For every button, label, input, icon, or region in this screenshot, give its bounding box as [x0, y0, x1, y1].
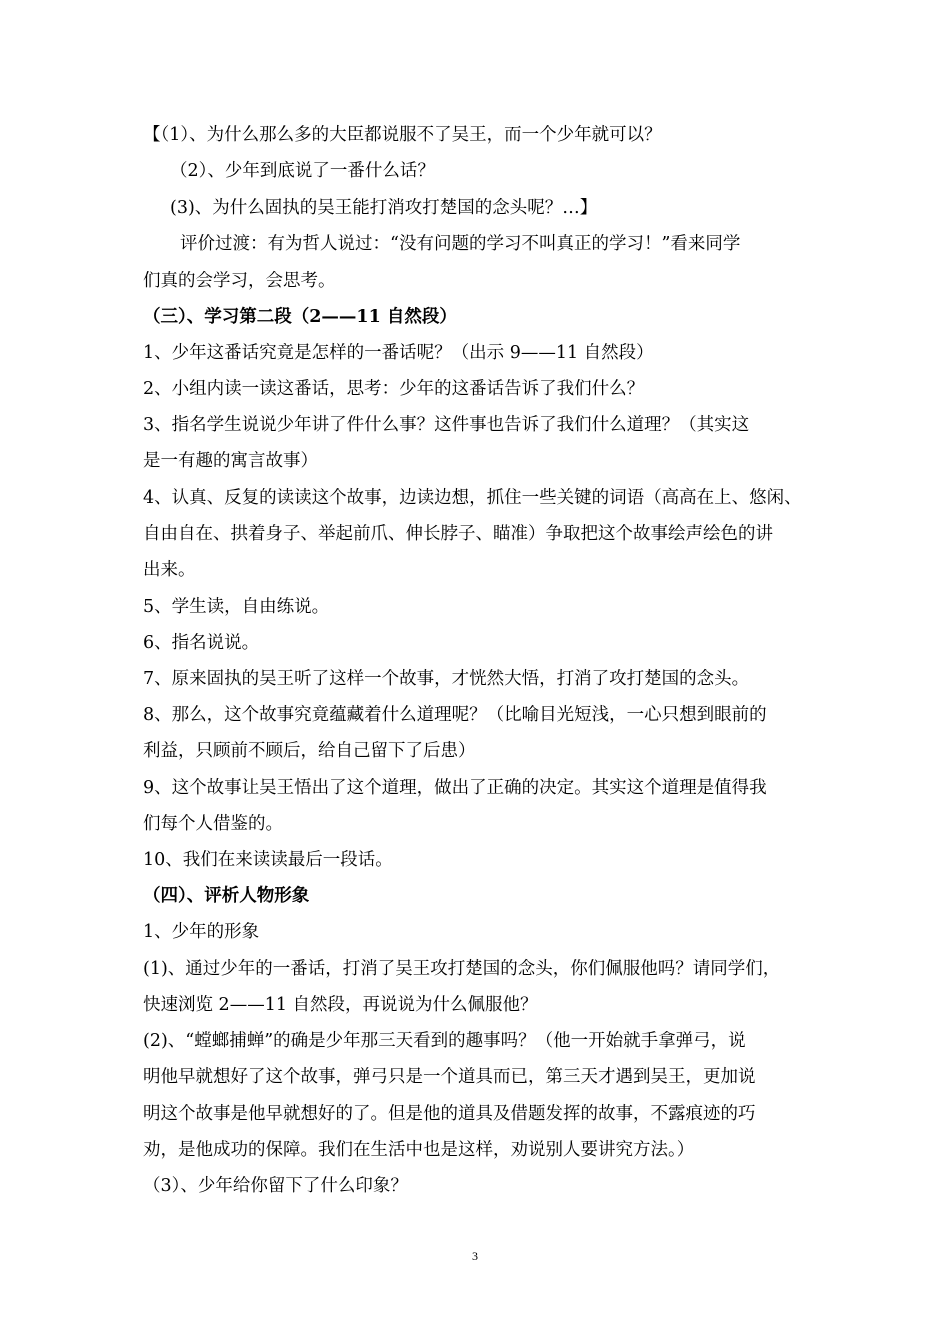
text-line: 明这个故事是他早就想好的了。但是他的道具及借题发挥的故事，不露痕迹的巧 [143, 1104, 756, 1124]
text-line: 2、小组内读一读这番话，思考：少年的这番话告诉了我们什么？ [143, 379, 645, 399]
text-line: 1、少年的形象 [143, 922, 260, 942]
text-line: 出来。 [143, 560, 196, 580]
text-line: 3、指名学生说说少年讲了件什么事？这件事也告诉了我们什么道理？（其实这 [143, 415, 750, 435]
text-line: 6、指名说说。 [143, 633, 260, 653]
section-heading: （三）、学习第二段（2——11 自然段） [143, 307, 457, 327]
text-line: 明他早就想好了这个故事，弹弓只是一个道具而已，第三天才遇到吴王，更加说 [143, 1067, 756, 1087]
text-line: （3）、少年给你留下了什么印象？ [143, 1176, 408, 1196]
text-line: 9、这个故事让吴王悟出了这个道理，做出了正确的决定。其实这个道理是值得我 [143, 778, 767, 798]
text-line: 5、学生读，自由练说。 [143, 597, 330, 617]
text-line: 们每个人借鉴的。 [143, 814, 283, 834]
text-line: 劝，是他成功的保障。我们在生活中也是这样，劝说别人要讲究方法。） [143, 1140, 695, 1160]
text-line: 自由自在、拱着身子、举起前爪、伸长脖子、瞄准）争取把这个故事绘声绘色的讲 [143, 524, 773, 544]
text-line: 4、认真、反复的读读这个故事，边读边想，抓住一些关键的词语（高高在上、悠闲、 [143, 488, 802, 508]
text-line: (1)、通过少年的一番话，打消了吴王攻打楚国的念头，你们佩服他吗？请同学们， [143, 959, 781, 979]
text-line: (3)、为什么固执的吴王能打消攻打楚国的念头呢？…】 [170, 198, 598, 218]
text-line: 8、那么，这个故事究竟蕴藏着什么道理呢？（比喻目光短浅，一心只想到眼前的 [143, 705, 767, 725]
page-number: 3 [472, 1249, 478, 1263]
text-line: (2)、“螳螂捕蝉”的确是少年那三天看到的趣事吗？（他一开始就手拿弹弓，说 [143, 1031, 746, 1051]
text-line: 们真的会学习，会思考。 [143, 271, 336, 291]
section-heading: （四）、评析人物形象 [143, 886, 310, 906]
text-line: 7、原来固执的吴王听了这样一个故事，才恍然大悟，打消了攻打楚国的念头。 [143, 669, 750, 689]
text-line: 利益，只顾前不顾后，给自己留下了后患） [143, 741, 476, 761]
text-line: 【（1）、为什么那么多的大臣都说服不了吴王，而一个少年就可以？ [143, 125, 662, 145]
text-line: 是一有趣的寓言故事） [143, 451, 318, 471]
text-line: 评价过渡：有为哲人说过：“没有问题的学习不叫真正的学习！”看来同学 [180, 234, 741, 254]
text-line: 10、我们在来读读最后一段话。 [143, 850, 393, 870]
text-line: 快速浏览 2——11 自然段，再说说为什么佩服他？ [143, 995, 538, 1015]
text-line: 1、少年这番话究竟是怎样的一番话呢？（出示 9——11 自然段） [143, 343, 654, 363]
text-line: （2）、少年到底说了一番什么话？ [170, 161, 435, 181]
